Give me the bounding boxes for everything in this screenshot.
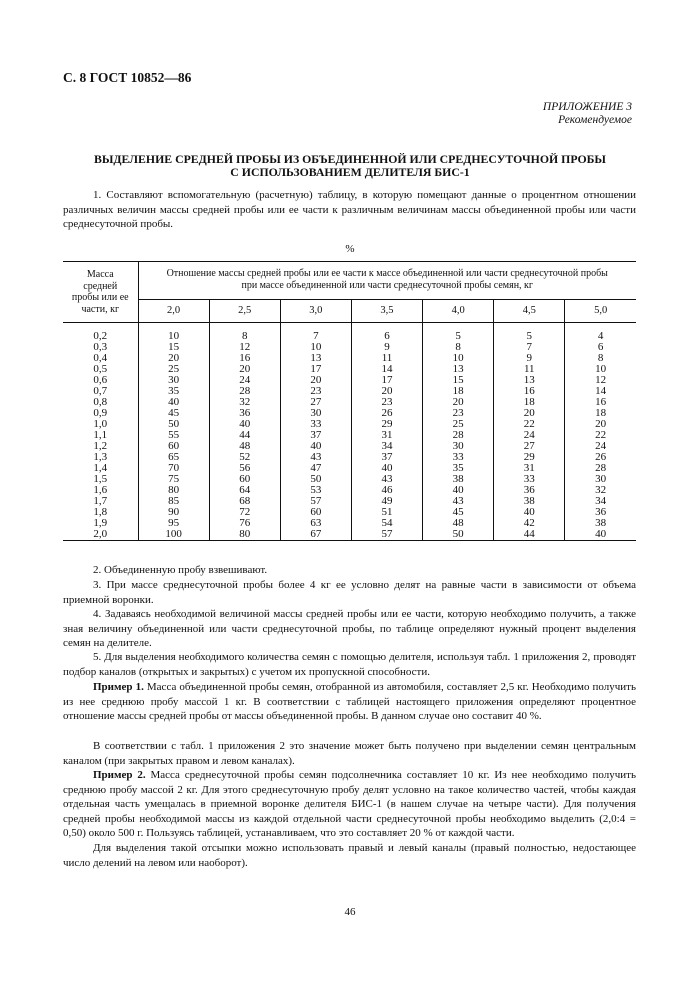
value-column [280, 323, 351, 541]
value-cell: 90 [168, 506, 180, 518]
value-cell: 36 [595, 506, 607, 518]
value-cell: 27 [310, 396, 322, 408]
value-cell: 45 [168, 407, 180, 419]
value-cell: 40 [239, 418, 251, 430]
value-cell: 36 [523, 484, 535, 496]
value-cell: 70 [168, 462, 180, 474]
value-cell: 95 [168, 517, 180, 529]
value-cell: 35 [452, 462, 464, 474]
appendix-number: ПРИЛОЖЕНИЕ 3 [542, 101, 632, 113]
title-line-1: ВЫДЕЛЕНИЕ СРЕДНЕЙ ПРОБЫ ИЗ ОБЪЕДИНЕННОЙ ИЛИ СРЕДНЕСУТОЧНОЙ ПРОБЫ [93, 152, 607, 166]
value-cell: 29 [381, 418, 393, 430]
paragraph-2: 2. Объединенную пробу взвешивают. [93, 564, 268, 576]
value-cell: 38 [595, 517, 607, 529]
table-unit: % [345, 243, 355, 255]
value-cell: 24 [239, 374, 251, 386]
value-cell: 28 [239, 385, 251, 397]
column-header: 5,0 [565, 299, 636, 322]
mass-cell: 0,8 [93, 396, 108, 408]
paragraph-3: 3. При массе среднесуточной пробы более 4 кг ее условно делят на равные части в зависимости от объема приемной воронки. [63, 579, 636, 606]
appendix-label [543, 101, 632, 127]
column-header: 4,0 [423, 299, 494, 322]
value-cell: 18 [452, 385, 464, 397]
value-cell: 45 [452, 506, 464, 518]
value-cell: 10 [595, 363, 607, 375]
value-cell: 33 [523, 473, 535, 485]
value-cell: 51 [381, 506, 393, 518]
document-header: С. 8 ГОСТ 10852—86 [63, 70, 192, 85]
value-cell: 75 [168, 473, 180, 485]
mass-cell: 1,5 [93, 473, 108, 485]
value-cell: 32 [595, 484, 607, 496]
value-cell: 15 [452, 374, 464, 386]
value-cell: 40 [381, 462, 393, 474]
mass-cell: 0,2 [93, 330, 108, 342]
value-cell: 68 [239, 495, 251, 507]
column-header: 3,5 [351, 299, 422, 322]
column-header: 3,0 [280, 299, 351, 322]
value-cell: 22 [595, 429, 607, 441]
mass-cell: 0,9 [93, 407, 108, 419]
value-cell: 8 [597, 352, 604, 364]
paragraph-5: 5. Для выделения необходимого количества семян с помощью делителя, используя табл. 1 приложения 2, проводят подбор каналов (открытых и закрытых) с учетом их пропускной способности. [63, 651, 636, 678]
value-cell: 23 [452, 407, 464, 419]
mass-cell: 1,1 [93, 429, 108, 441]
value-cell: 17 [381, 374, 393, 386]
value-cell: 44 [523, 528, 535, 540]
value-cell: 48 [452, 517, 464, 529]
value-cell: 20 [595, 418, 607, 430]
value-cell: 48 [239, 440, 251, 452]
value-cell: 11 [523, 363, 535, 375]
mass-cell: 1,7 [93, 495, 108, 507]
value-cell: 40 [523, 506, 535, 518]
value-cell: 31 [523, 462, 535, 474]
value-cell: 50 [310, 473, 322, 485]
value-cell: 10 [168, 330, 180, 342]
value-cell: 25 [452, 418, 464, 430]
value-cell: 60 [168, 440, 180, 452]
value-cell: 9 [526, 352, 533, 364]
value-cell: 47 [310, 462, 322, 474]
value-cell: 16 [523, 385, 535, 397]
value-cell: 10 [310, 341, 322, 353]
mass-cell: 0,7 [93, 385, 108, 397]
value-cell: 54 [381, 517, 393, 529]
value-cell: 40 [452, 484, 464, 496]
mass-cell: 0,3 [93, 341, 108, 353]
mass-cell: 0,5 [93, 363, 108, 375]
value-cell: 57 [381, 528, 393, 540]
column-header: 2,5 [209, 299, 280, 322]
value-cell: 20 [168, 352, 180, 364]
example-1-note: В соответствии с табл. 1 приложения 2 это значение может быть получено при выделении семян центральным каналом (при закрытых правом и левом каналах). [63, 740, 636, 767]
mass-cell: 2,0 [93, 528, 108, 540]
value-cell: 18 [595, 407, 607, 419]
value-cell: 20 [452, 396, 464, 408]
value-cell: 72 [239, 506, 251, 518]
value-cell: 50 [168, 418, 180, 430]
value-cell: 16 [595, 396, 607, 408]
mass-cell: 1,4 [93, 462, 108, 474]
value-cell: 35 [168, 385, 180, 397]
value-cell: 43 [452, 495, 464, 507]
header-ratio: Отношение массы средней пробы или ее части к массе объединенной или части среднесуточной пробы при массе объединенной или части среднесуточной пробы семян, кг [138, 262, 636, 300]
value-cell: 40 [595, 528, 607, 540]
value-cell: 7 [313, 330, 319, 342]
example-2-note: Для выделения такой отсыпки можно использовать правый и левый каналы (правый полностью, недостающее число делений на левом или наоборот). [63, 842, 636, 869]
value-cell: 22 [523, 418, 535, 430]
mass-cell: 1,0 [93, 418, 108, 430]
value-cell: 23 [381, 396, 393, 408]
mass-cell: 1,3 [93, 451, 108, 463]
value-cell: 53 [310, 484, 322, 496]
mass-cell: 1,6 [93, 484, 108, 496]
mass-column [63, 323, 138, 541]
value-cell: 100 [165, 528, 182, 540]
value-cell: 34 [381, 440, 393, 452]
value-column [138, 323, 209, 541]
value-cell: 28 [595, 462, 607, 474]
value-cell: 36 [239, 407, 251, 419]
value-cell: 29 [523, 451, 535, 463]
column-header: 2,0 [138, 299, 209, 322]
value-cell: 23 [310, 385, 322, 397]
value-cell: 55 [168, 429, 180, 441]
value-cell: 85 [168, 495, 180, 507]
value-cell: 18 [523, 396, 535, 408]
value-cell: 4 [597, 330, 604, 342]
value-cell: 37 [381, 451, 393, 463]
mass-cell: 1,8 [93, 506, 108, 518]
paragraph-1: 1. Составляют вспомогательную (расчетную) таблицу, в которую помещают данные о процентном отношении различных величин массы средней пробы или ее части к различным величинам массы объединенной пробы или части среднесуточной пробы. [63, 189, 636, 230]
value-column [423, 323, 494, 541]
value-cell: 12 [239, 341, 251, 353]
value-cell: 44 [239, 429, 251, 441]
value-cell: 8 [455, 341, 461, 353]
value-column [494, 323, 565, 541]
value-cell: 5 [455, 330, 461, 342]
value-cell: 8 [241, 330, 248, 342]
data-table [63, 261, 636, 541]
value-cell: 20 [381, 385, 393, 397]
value-cell: 30 [168, 374, 180, 386]
value-cell: 20 [523, 407, 535, 419]
value-cell: 37 [310, 429, 322, 441]
value-cell: 30 [452, 440, 464, 452]
value-cell: 43 [310, 451, 322, 463]
value-cell: 63 [310, 517, 322, 529]
example-1: Пример 1. Масса объединенной пробы семян, отобранной из автомобиля, составляет 2,5 кг. Необходимо получить из нее среднюю пробу массой 1 кг. В соответствии с таблицей настоящего приложения определяют процентное отношение массы средней пробы от массы объединенной пробы. В данном случае оно составит 40 %. [63, 681, 636, 722]
value-cell: 13 [452, 363, 464, 375]
title-line-2: С ИСПОЛЬЗОВАНИЕМ ДЕЛИТЕЛЯ БИС-1 [230, 165, 470, 179]
value-column [351, 323, 422, 541]
value-cell: 57 [310, 495, 322, 507]
value-cell: 10 [452, 352, 464, 364]
value-cell: 40 [168, 396, 180, 408]
value-column [209, 323, 280, 541]
value-cell: 49 [381, 495, 393, 507]
value-cell: 31 [381, 429, 393, 441]
value-cell: 13 [523, 374, 535, 386]
header-mass: Масса средней пробы или ее части, кг [63, 262, 138, 323]
value-cell: 76 [239, 517, 251, 529]
value-cell: 64 [239, 484, 251, 496]
value-cell: 26 [381, 407, 393, 419]
appendix-status: Рекомендуемое [558, 114, 632, 126]
value-cell: 80 [168, 484, 180, 496]
page-number: 46 [344, 906, 356, 918]
value-cell: 7 [526, 341, 533, 353]
value-cell: 56 [239, 462, 251, 474]
value-cell: 28 [452, 429, 464, 441]
value-cell: 12 [595, 374, 607, 386]
value-cell: 5 [526, 330, 533, 342]
value-cell: 60 [310, 506, 322, 518]
value-cell: 50 [452, 528, 464, 540]
value-cell: 14 [381, 363, 393, 375]
mass-cell: 0,4 [93, 352, 108, 364]
value-cell: 40 [310, 440, 322, 452]
value-cell: 17 [310, 363, 322, 375]
value-cell: 60 [239, 473, 251, 485]
value-cell: 20 [239, 363, 251, 375]
mass-cell: 1,9 [93, 517, 108, 529]
value-cell: 34 [595, 495, 607, 507]
value-cell: 42 [523, 517, 535, 529]
value-cell: 9 [384, 341, 390, 353]
value-cell: 38 [452, 473, 464, 485]
value-cell: 26 [595, 451, 607, 463]
value-cell: 14 [595, 385, 607, 397]
value-cell: 6 [384, 330, 390, 342]
value-cell: 33 [310, 418, 322, 430]
example-2: Пример 2. Масса среднесуточной пробы семян подсолнечника составляет 10 кг. Из нее необходимо получить среднюю пробу массой 2 кг. Для этого среднесуточную пробу делят условно на такое количество частей, чтобы каждая отдельная часть умещалась в приемной воронке делителя БИС-1 (в нашем случае на четыре части). Для получения средней пробы необходимой массы из каждой отдельной части среднесуточной пробы необходимо выделить (2,0:4 = 0,50) около 500 г. Пользуясь таблицей, устанавливаем, что это составляет 20 % от каждой части. [63, 769, 636, 839]
value-cell: 30 [310, 407, 322, 419]
value-cell: 32 [239, 396, 251, 408]
value-cell: 25 [168, 363, 180, 375]
value-cell: 80 [239, 528, 251, 540]
value-cell: 13 [310, 352, 322, 364]
value-cell: 65 [168, 451, 180, 463]
value-cell: 67 [310, 528, 322, 540]
value-cell: 27 [523, 440, 535, 452]
value-cell: 33 [452, 451, 464, 463]
value-cell: 24 [523, 429, 535, 441]
value-cell: 11 [381, 352, 393, 364]
section-title [60, 153, 640, 179]
value-cell: 30 [595, 473, 607, 485]
value-cell: 16 [239, 352, 251, 364]
mass-cell: 0,6 [93, 374, 108, 386]
value-cell: 24 [595, 440, 607, 452]
mass-cell: 1,2 [93, 440, 108, 452]
paragraph-4: 4. Задаваясь необходимой величиной массы средней пробы или ее части, которую необходимо получить, а также зная величину объединенной или части среднесуточной пробы, по таблице определяют нужный процент выделения семян на делителе. [63, 608, 636, 649]
column-header: 4,5 [494, 299, 565, 322]
value-cell: 6 [597, 341, 604, 353]
value-cell: 38 [523, 495, 535, 507]
value-cell: 43 [381, 473, 393, 485]
value-cell: 15 [168, 341, 180, 353]
value-cell: 46 [381, 484, 393, 496]
value-column [565, 323, 636, 541]
value-cell: 20 [310, 374, 322, 386]
value-cell: 52 [239, 451, 251, 463]
